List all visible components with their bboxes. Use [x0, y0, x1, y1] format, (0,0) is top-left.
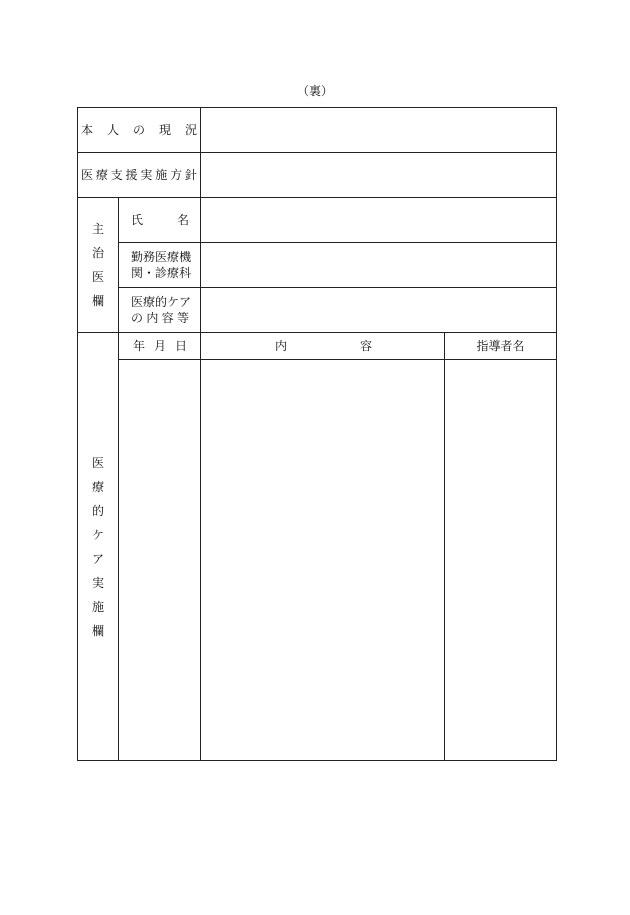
label-char: 等	[176, 311, 189, 325]
institution-label-cell	[119, 243, 201, 288]
label-char: ア	[91, 551, 104, 566]
instructor-column-body	[445, 360, 557, 761]
current-status-field	[201, 108, 557, 153]
current-status-label	[81, 122, 197, 138]
label-char: 名	[176, 213, 189, 227]
label-char: 療	[143, 295, 156, 309]
label-char: 年	[133, 339, 146, 353]
label-char: 容	[161, 311, 174, 325]
page-side-label: （裏）	[296, 84, 333, 98]
label-char: 科	[179, 266, 192, 280]
label-char: 施	[91, 599, 104, 614]
label-char: ・	[143, 266, 156, 280]
attending-physician-section-cell	[78, 198, 119, 333]
label-char: 療	[167, 250, 180, 264]
date-column-label	[133, 338, 187, 354]
label-char: の	[131, 311, 144, 325]
label-char: 的	[155, 295, 168, 309]
label-char: ケ	[91, 527, 104, 542]
label-char: 務	[143, 250, 156, 264]
label-char: 医	[91, 455, 104, 470]
form-table	[77, 107, 557, 761]
support-policy-label	[81, 167, 197, 183]
date-column-body	[119, 360, 201, 761]
care-details-label-line-2	[131, 310, 189, 326]
label-char: 施	[155, 168, 168, 182]
care-details-label	[131, 294, 192, 326]
label-char: 療	[95, 168, 108, 182]
instructor-column-header	[445, 333, 557, 360]
institution-field	[201, 243, 557, 288]
care-record-section-cell	[78, 333, 119, 761]
label-char: 診	[155, 266, 168, 280]
label-char: 欄	[91, 294, 104, 308]
instructor-column-label: 指導者名	[476, 339, 525, 353]
label-char: 治	[91, 246, 104, 260]
physician-name-label-cell	[119, 198, 201, 243]
label-char: 医	[155, 250, 168, 264]
label-char: 支	[110, 168, 123, 182]
label-char: 医	[91, 270, 104, 284]
label-char: 本	[81, 123, 94, 137]
care-details-label-line-1	[131, 294, 192, 310]
label-char: 療	[91, 479, 104, 494]
label-char: 主	[91, 222, 104, 236]
physician-name-field	[201, 198, 557, 243]
label-char: 方	[170, 168, 183, 182]
content-column-label	[275, 338, 372, 354]
institution-label-line-2	[131, 265, 192, 281]
label-char: 医	[81, 168, 94, 182]
label-char: 内	[146, 311, 159, 325]
current-status-label-cell	[78, 108, 201, 153]
label-char: ケ	[167, 295, 180, 309]
label-char: 月	[153, 339, 166, 353]
care-details-field	[201, 288, 557, 333]
label-char: 欄	[91, 623, 104, 638]
label-char: 関	[131, 266, 144, 280]
label-char: 療	[167, 266, 180, 280]
label-char: 氏	[131, 213, 144, 227]
label-char: 日	[174, 339, 187, 353]
content-column-body	[201, 360, 445, 761]
physician-name-label	[131, 212, 189, 228]
care-record-section-label	[92, 457, 104, 637]
label-char: 実	[91, 575, 104, 590]
date-column-header	[119, 333, 201, 360]
label-char: の	[132, 123, 145, 137]
label-char: 援	[125, 168, 138, 182]
label-char: 容	[359, 339, 372, 353]
label-char: 人	[106, 123, 119, 137]
label-char: 針	[184, 168, 197, 182]
institution-label-line-1	[131, 249, 192, 265]
support-policy-field	[201, 153, 557, 198]
content-column-header	[201, 333, 445, 360]
label-char: 実	[140, 168, 153, 182]
label-char: 勤	[131, 250, 144, 264]
care-details-label-cell	[119, 288, 201, 333]
label-char: 内	[275, 339, 288, 353]
label-char: 医	[131, 295, 144, 309]
label-char: 的	[91, 503, 104, 518]
label-char: 況	[184, 123, 197, 137]
label-char: ア	[179, 295, 192, 309]
label-char: 機	[179, 250, 192, 264]
attending-physician-section-label	[92, 223, 104, 307]
institution-label	[131, 249, 192, 281]
label-char: 現	[158, 123, 171, 137]
support-policy-label-cell	[78, 153, 201, 198]
